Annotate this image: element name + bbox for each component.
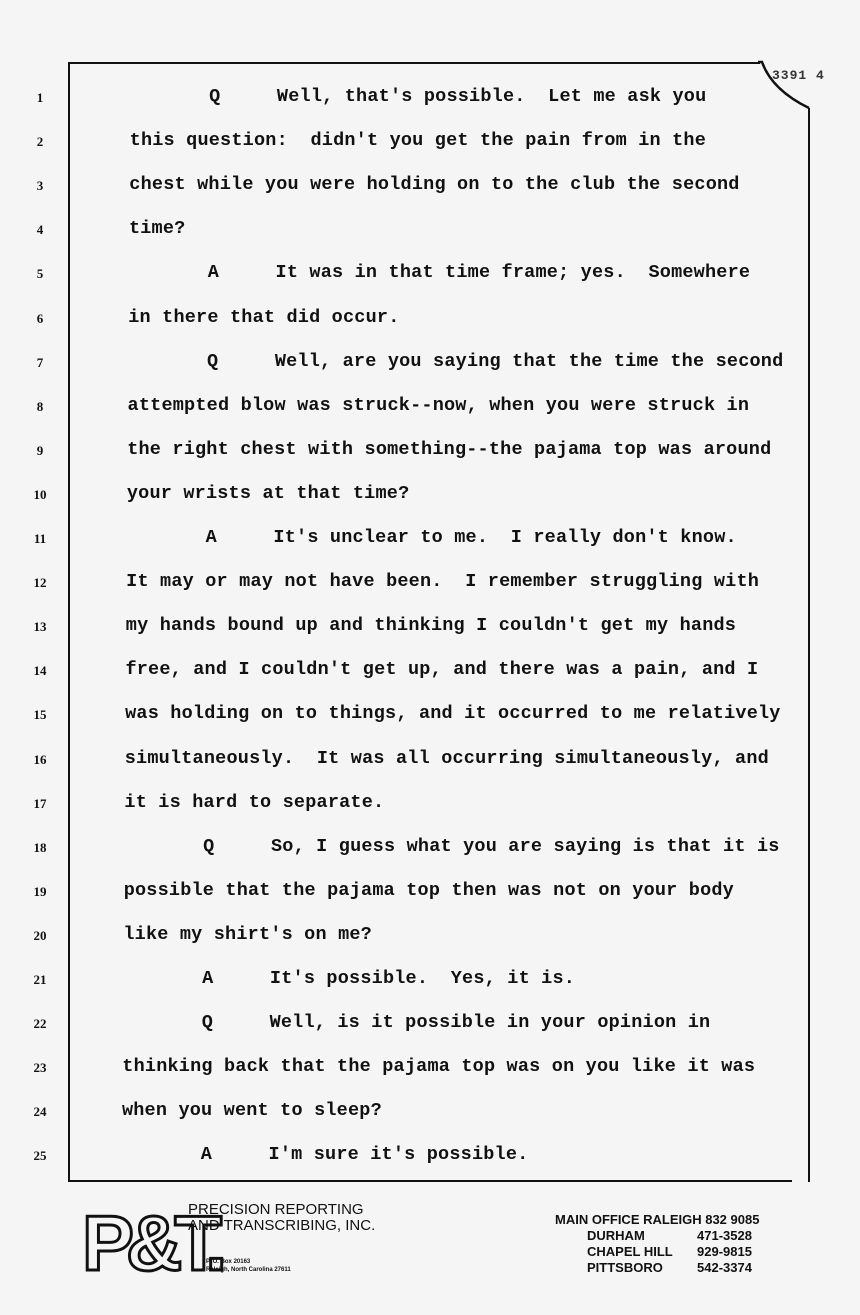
- transcript-line: time?: [128, 218, 186, 240]
- transcript-line: like my shirt's on me?: [123, 923, 372, 945]
- line-number: 8: [36, 398, 44, 414]
- line-number: 4: [36, 222, 44, 238]
- line-number: 18: [33, 839, 47, 855]
- transcript-line: free, and I couldn't get up, and there was a pain, and I: [125, 659, 759, 681]
- transcript-line: A It's unclear to me. I really don't know.: [126, 527, 737, 548]
- transcript-line: attempted blow was struck--now, when you were struck in: [127, 394, 750, 416]
- transcript-line: it is hard to separate.: [124, 791, 385, 813]
- line-number: 21: [33, 972, 47, 987]
- transcript-line: Q Well, are you saying that the time the second: [127, 350, 784, 372]
- line-number: 6: [36, 310, 44, 326]
- transcript-line: thinking back that the pajama top was on you like it was: [122, 1056, 756, 1078]
- line-number: 3: [36, 178, 44, 194]
- line-number: 7: [36, 354, 44, 370]
- transcript-line: was holding on to things, and it occurred to me relatively: [125, 703, 781, 725]
- company-name-line2: AND TRANSCRIBING, INC.: [188, 1217, 376, 1234]
- transcript-line: simultaneously. It was all occurring simultaneously, and: [124, 747, 769, 769]
- main-office: MAIN OFFICE RALEIGH 832 9085: [555, 1212, 760, 1227]
- line-number: 10: [33, 486, 47, 502]
- transcript-line: A I'm sure it's possible.: [121, 1144, 529, 1166]
- line-number: 23: [33, 1060, 47, 1076]
- address-line1: P. O. Box 20163: [206, 1259, 251, 1265]
- office-phone: 929-9815: [697, 1244, 752, 1259]
- transcript-line: this question: didn't you get the pain from in the: [129, 130, 707, 152]
- transcript-line: my hands bound up and thinking I couldn't get my hands: [125, 615, 737, 637]
- line-number: 24: [33, 1104, 47, 1120]
- company-name: [188, 1202, 375, 1234]
- line-number: 11: [33, 531, 47, 546]
- transcript-line: Q Well, that's possible. Let me ask you: [130, 86, 707, 107]
- office-phone: 542-3374: [697, 1260, 752, 1275]
- transcript-line: A It's possible. Yes, it is.: [123, 968, 576, 989]
- line-number: 20: [33, 927, 47, 943]
- transcript-line: A It was in that time frame; yes. Somewhere: [128, 262, 751, 284]
- address-line2: Raleigh, North Carolina 27611: [206, 1267, 291, 1273]
- transcript-line: when you went to sleep?: [121, 1100, 382, 1122]
- office-city: CHAPEL HILL: [587, 1244, 673, 1259]
- line-number: 17: [33, 795, 47, 811]
- office-list: [555, 1212, 759, 1276]
- line-number: 2: [36, 134, 44, 150]
- transcript-line: the right chest with something--the pajama top was around: [127, 438, 772, 460]
- company-address: [206, 1258, 291, 1274]
- line-number: 22: [33, 1016, 47, 1032]
- transcript-line: Q Well, is it possible in your opinion in: [122, 1012, 711, 1034]
- line-number: 14: [33, 663, 47, 679]
- line-number: 9: [36, 442, 44, 458]
- office-row: [555, 1244, 759, 1260]
- line-number: 15: [33, 707, 47, 723]
- line-number: 16: [33, 751, 47, 767]
- line-number: 12: [33, 575, 47, 591]
- line-number: 13: [33, 619, 47, 635]
- line-number: 25: [33, 1148, 47, 1164]
- transcript-line: Q So, I guess what you are saying is that it is: [124, 835, 780, 857]
- office-phone: 471-3528: [697, 1228, 752, 1243]
- office-city: PITTSBORO: [587, 1260, 663, 1275]
- transcript-line: It may or may not have been. I remember struggling with: [126, 571, 760, 593]
- company-name-line1: PRECISION REPORTING: [188, 1201, 364, 1218]
- logo-text: P&T.: [82, 1199, 220, 1287]
- line-number: 1: [36, 90, 44, 105]
- page-corner-curve: [754, 56, 814, 112]
- office-city: DURHAM: [587, 1228, 645, 1243]
- transcript-line: chest while you were holding on to the club the second: [129, 174, 740, 196]
- transcript-line: possible that the pajama top then was not on your body: [123, 879, 734, 901]
- page-border-right: [808, 108, 810, 1182]
- line-number: 5: [36, 266, 44, 282]
- page-stamp: 3391 4: [772, 68, 825, 83]
- transcript-line: your wrists at that time?: [126, 482, 410, 504]
- office-row: [555, 1260, 759, 1276]
- line-number: 19: [33, 883, 47, 899]
- transcript-line: in there that did occur.: [128, 306, 400, 328]
- office-row: [555, 1228, 759, 1244]
- company-logo-icon: [78, 1199, 220, 1287]
